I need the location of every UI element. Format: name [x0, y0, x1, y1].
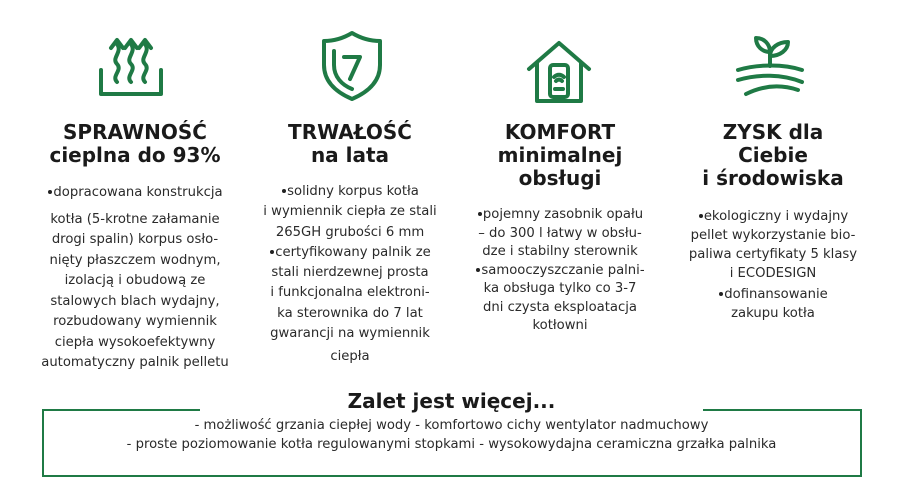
feature-heading: ZYSK dla Ciebie i środowiska — [702, 120, 844, 190]
feature-description: dopracowana konstrukcja kotła (5-krotne załamanie drogi spalin) korpus osło- nięty płaszczem wodnym, izolacją i obudową ze stalowych blach wydajny, rozbudowany wymiennik ciepła wysokoefektywny automatyczny palnik pelletu — [41, 185, 229, 370]
feature-heading: TRWAŁOŚĆ na lata — [288, 120, 412, 167]
feature-description: ekologiczny i wydajny pellet wykorzystanie bio- paliwa certyfikaty 5 klasy i ECODESIGN dofinansowanie zakupu kotła — [688, 209, 858, 321]
smart-home-icon — [526, 39, 592, 105]
heat-waves-icon — [97, 34, 165, 98]
sprout-field-icon — [734, 30, 806, 100]
feature-heading: SPRAWNOŚĆ cieplna do 93% — [49, 120, 221, 167]
feature-description: pojemny zasobnik opału – do 300 l łatwy w obsłu- dze i stabilny sterownik samooczyszczanie palni- ka obsługa tylko co 3-7 dni czysta eksploatacja kotłowni — [478, 207, 645, 333]
shield-7-icon — [320, 29, 384, 103]
feature-heading: KOMFORT minimalnej obsługi — [497, 120, 623, 190]
more-benefits-line: - proste poziomowanie kotła regulowanymi stopkami - wysokowydajna ceramiczna grzałka palnika — [126, 437, 777, 452]
more-benefits-title: Zalet jest więcej... — [347, 389, 556, 413]
feature-description: solidny korpus kotła i wymiennik ciepła ze stali 265GH grubości 6 mm certyfikowany palnik ze stali nierdzewnej prosta i funkcjonalna elektroni- ka sterownika do 7 lat gwarancji na wymiennik ciepła — [263, 184, 437, 365]
more-benefits-line: - możliwość grzania ciepłej wody - komfortowo cichy wentylator nadmuchowy — [194, 418, 709, 433]
